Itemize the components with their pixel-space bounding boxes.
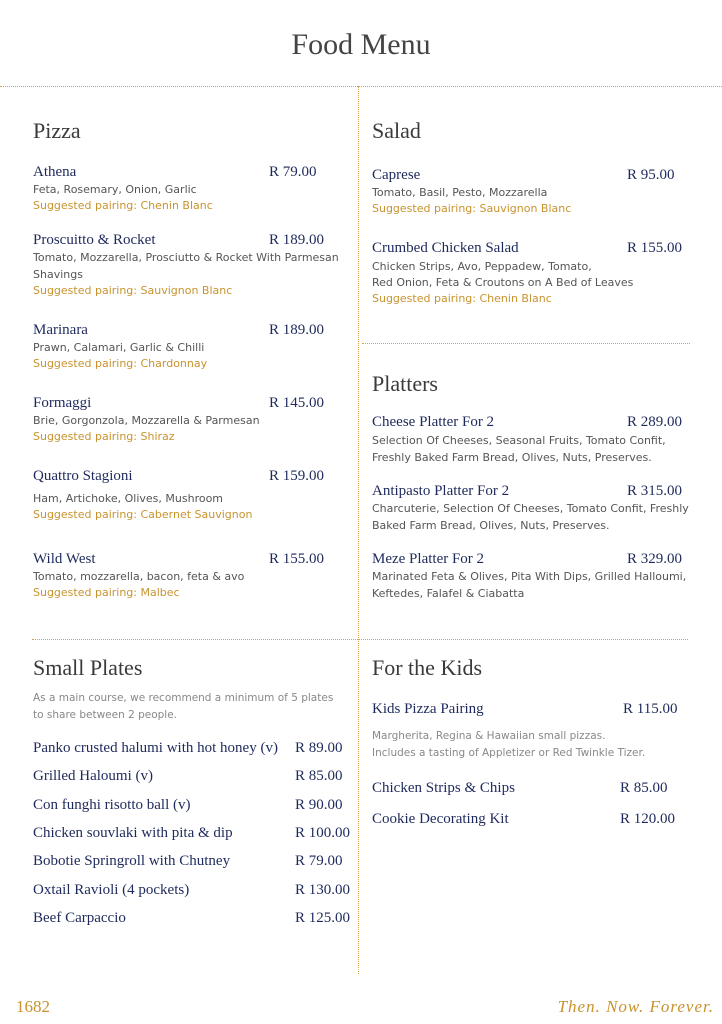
- pairing-wine: Malbec: [140, 586, 180, 599]
- item-description: Charcuterie, Selection Of Cheeses, Tomato Confit, Freshly: [372, 502, 689, 515]
- pairing-prefix: Suggested pairing:: [372, 202, 476, 215]
- pairing: [33, 284, 232, 297]
- pairing: [372, 202, 571, 215]
- page-number: 1682: [16, 997, 50, 1016]
- pairing-prefix: Suggested pairing:: [33, 430, 137, 443]
- pairing-wine: Sauvignon Blanc: [140, 284, 233, 297]
- item-name: Chicken Strips & Chips: [372, 780, 515, 796]
- item-description-cont: Red Onion, Feta & Croutons on A Bed of Leaves: [372, 276, 634, 289]
- item-name: Kids Pizza Pairing: [372, 701, 484, 717]
- item-price: R 189.00: [269, 322, 325, 338]
- item-price: R 115.00: [623, 701, 678, 717]
- item-name: Proscuitto & Rocket: [33, 232, 156, 248]
- top-divider: [0, 86, 722, 87]
- pairing-prefix: Suggested pairing:: [33, 508, 137, 521]
- pairing-wine: Sauvignon Blanc: [479, 202, 572, 215]
- item-price: R 155.00: [627, 240, 683, 256]
- item-name: Oxtail Ravioli (4 pockets): [33, 882, 190, 898]
- item-price: R 85.00: [620, 780, 668, 796]
- pairing-prefix: Suggested pairing:: [372, 292, 476, 305]
- pairing-wine: Chenin Blanc: [140, 199, 213, 212]
- item-price: R 89.00: [295, 740, 343, 756]
- page-title: Food Menu: [291, 28, 431, 61]
- item-description: Chicken Strips, Avo, Peppadew, Tomato,: [372, 260, 592, 273]
- item-name: Marinara: [33, 322, 88, 338]
- item-price: R 125.00: [295, 910, 351, 926]
- pairing: [33, 508, 252, 521]
- item-name: Con funghi risotto ball (v): [33, 797, 191, 813]
- right-mid-divider: [362, 343, 690, 344]
- item-price: R 159.00: [269, 468, 325, 484]
- small-plates-note-cont: to share between 2 people.: [33, 709, 178, 721]
- item-name: Wild West: [33, 551, 96, 567]
- item-description: Feta, Rosemary, Onion, Garlic: [33, 183, 197, 196]
- small-plates-section-title: Small Plates: [33, 655, 143, 680]
- pairing: [372, 292, 552, 305]
- item-description-cont: Shavings: [33, 268, 83, 281]
- tagline: Then. Now. Forever.: [557, 997, 714, 1016]
- item-name: Formaggi: [33, 395, 92, 411]
- item-price: R 90.00: [295, 797, 343, 813]
- pairing-prefix: Suggested pairing:: [33, 357, 137, 370]
- item-price: R 289.00: [627, 414, 683, 430]
- item-price: R 79.00: [295, 853, 343, 869]
- item-name: Beef Carpaccio: [33, 910, 126, 926]
- item-description-cont: Keftedes, Falafel & Ciabatta: [372, 587, 525, 600]
- pairing-wine: Chenin Blanc: [479, 292, 552, 305]
- lower-divider: [32, 639, 688, 640]
- item-price: R 329.00: [627, 551, 683, 567]
- item-name: Athena: [33, 164, 77, 180]
- item-price: R 155.00: [269, 551, 325, 567]
- item-description: Marinated Feta & Olives, Pita With Dips, Grilled Halloumi,: [372, 570, 687, 583]
- item-price: R 95.00: [627, 167, 675, 183]
- item-description: Tomato, Basil, Pesto, Mozzarella: [372, 186, 548, 199]
- pairing-prefix: Suggested pairing:: [33, 284, 137, 297]
- item-name: Cheese Platter For 2: [372, 414, 495, 430]
- item-name: Crumbed Chicken Salad: [372, 240, 519, 256]
- pairing-wine: Cabernet Sauvignon: [140, 508, 253, 521]
- item-price: R 130.00: [295, 882, 351, 898]
- item-description: Margherita, Regina & Hawaiian small pizzas.: [372, 730, 606, 742]
- item-description-cont: Freshly Baked Farm Bread, Olives, Nuts, Preserves.: [372, 451, 652, 464]
- pairing-prefix: Suggested pairing:: [33, 586, 137, 599]
- item-name: Grilled Haloumi (v): [33, 768, 153, 784]
- pairing: [33, 586, 180, 599]
- pairing: [33, 430, 175, 443]
- item-description: Ham, Artichoke, Olives, Mushroom: [33, 492, 224, 505]
- pairing-wine: Shiraz: [140, 430, 175, 443]
- item-price: R 145.00: [269, 395, 325, 411]
- item-price: R 85.00: [295, 768, 343, 784]
- item-name: Bobotie Springroll with Chutney: [33, 853, 231, 869]
- item-price: R 100.00: [295, 825, 351, 841]
- small-plates-note: As a main course, we recommend a minimum of 5 plates: [33, 692, 334, 704]
- item-name: Antipasto Platter For 2: [372, 483, 510, 499]
- item-price: R 79.00: [269, 164, 317, 180]
- item-price: R 189.00: [269, 232, 325, 248]
- pairing-wine: Chardonnay: [140, 357, 208, 370]
- item-description: Selection Of Cheeses, Seasonal Fruits, Tomato Confit,: [372, 434, 666, 447]
- item-name: Chicken souvlaki with pita & dip: [33, 825, 233, 841]
- item-name: Cookie Decorating Kit: [372, 811, 509, 827]
- item-price: R 315.00: [627, 483, 683, 499]
- item-description: Brie, Gorgonzola, Mozzarella & Parmesan: [33, 414, 260, 427]
- item-price: R 120.00: [620, 811, 676, 827]
- pairing-prefix: Suggested pairing:: [33, 199, 137, 212]
- item-description-cont: Baked Farm Bread, Olives, Nuts, Preserves.: [372, 519, 610, 532]
- item-name: Quattro Stagioni: [33, 468, 133, 484]
- pairing: [33, 357, 207, 370]
- item-name: Caprese: [372, 167, 421, 183]
- item-description: Prawn, Calamari, Garlic & Chilli: [33, 341, 205, 354]
- item-name: Panko crusted halumi with hot honey (v): [33, 740, 278, 756]
- salad-section-title: Salad: [372, 118, 421, 143]
- platters-section-title: Platters: [372, 371, 438, 396]
- item-description: Tomato, mozzarella, bacon, feta & avo: [33, 570, 245, 583]
- pizza-section-title: Pizza: [33, 118, 81, 143]
- item-name: Meze Platter For 2: [372, 551, 485, 567]
- center-divider: [358, 86, 359, 974]
- kids-section-title: For the Kids: [372, 655, 482, 680]
- item-description: Tomato, Mozzarella, Prosciutto & Rocket With Parmesan: [33, 251, 339, 264]
- pairing: [33, 199, 213, 212]
- item-description-cont: Includes a tasting of Appletizer or Red Twinkle Tizer.: [372, 747, 646, 759]
